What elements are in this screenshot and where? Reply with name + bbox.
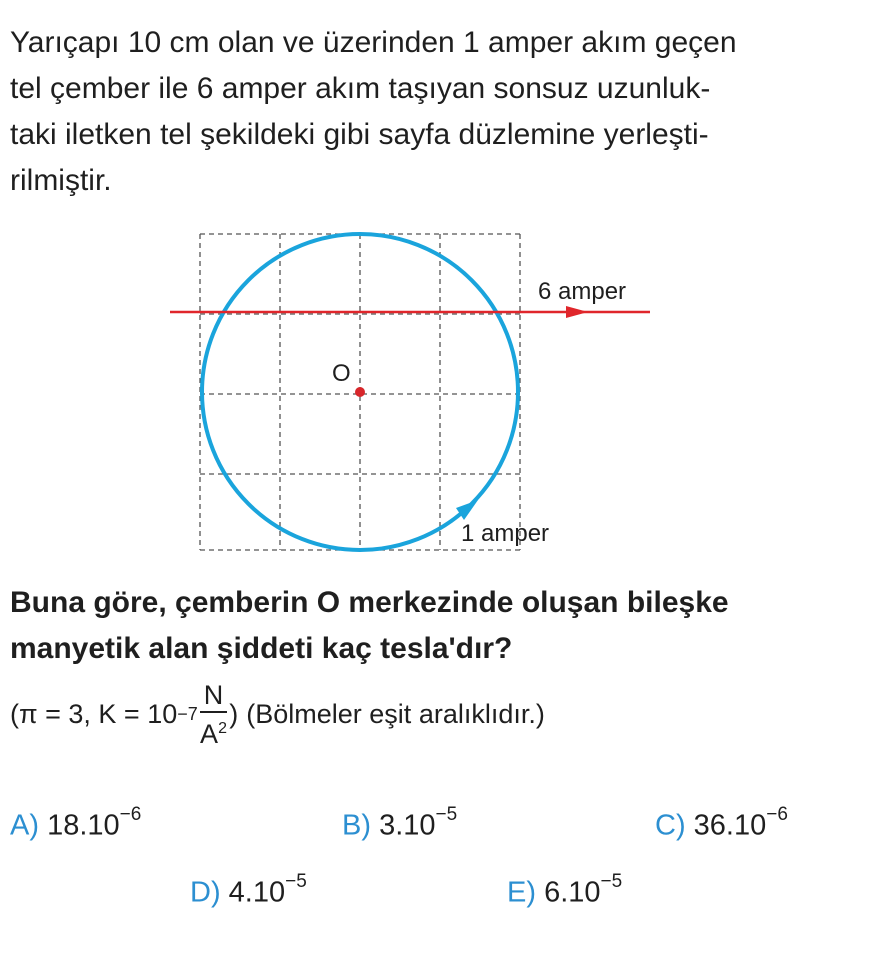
denominator-base: A: [200, 718, 219, 749]
figure-drawing: [160, 222, 680, 562]
option-value: 6.10: [544, 876, 601, 909]
loop-current-label: 1 amper: [461, 520, 550, 547]
given-open: (π = 3, K = 10: [10, 698, 178, 729]
given-note: (Bölmeler eşit aralıklıdır.): [246, 698, 545, 729]
physics-figure: [160, 222, 680, 562]
question-line: taki iletken tel şekildeki gibi sayfa düzlemine yerleşti-: [10, 118, 709, 151]
option-value: 36.10: [693, 809, 767, 842]
fraction-denominator: [200, 713, 227, 750]
option-letter: E): [507, 876, 536, 909]
denominator-exponent: 2: [218, 719, 227, 737]
option-c[interactable]: [655, 804, 788, 843]
given-constants: [10, 674, 545, 754]
wire-current-label: 6 amper: [538, 278, 627, 305]
option-exponent: −6: [766, 804, 788, 825]
given-exponent: −7: [177, 703, 198, 724]
option-letter: C): [655, 809, 686, 842]
option-b[interactable]: [342, 804, 458, 843]
question-line: rilmiştir.: [10, 164, 112, 197]
fraction-numerator: N: [200, 679, 228, 713]
option-exponent: −6: [119, 804, 142, 825]
option-a[interactable]: [10, 804, 142, 843]
question-line: Yarıçapı 10 cm olan ve üzerinden 1 amper akım geçen: [10, 26, 737, 59]
option-exponent: −5: [600, 871, 623, 892]
option-letter: B): [342, 809, 371, 842]
prompt-line: manyetik alan şiddeti kaç tesla'dır?: [10, 632, 513, 665]
option-value: 18.10: [47, 809, 120, 842]
option-exponent: −5: [435, 804, 458, 825]
option-e[interactable]: [507, 871, 623, 910]
option-exponent: −5: [285, 871, 307, 892]
prompt-line: Buna göre, çemberin O merkezinde oluşan bileşke: [10, 586, 729, 619]
option-value: 4.10: [228, 876, 286, 909]
question-line: tel çember ile 6 amper akım taşıyan sonsuz uzunluk-: [10, 72, 711, 105]
option-letter: A): [10, 809, 39, 842]
center-point: [355, 387, 365, 397]
given-close: ): [229, 698, 239, 729]
center-label: O: [332, 360, 351, 387]
option-letter: D): [190, 876, 221, 909]
unit-fraction: [200, 679, 228, 750]
question-text: [10, 20, 870, 204]
option-d[interactable]: [190, 871, 307, 910]
option-value: 3.10: [379, 809, 436, 842]
prompt-text: [10, 580, 880, 672]
wire-direction-arrow: [566, 306, 588, 318]
